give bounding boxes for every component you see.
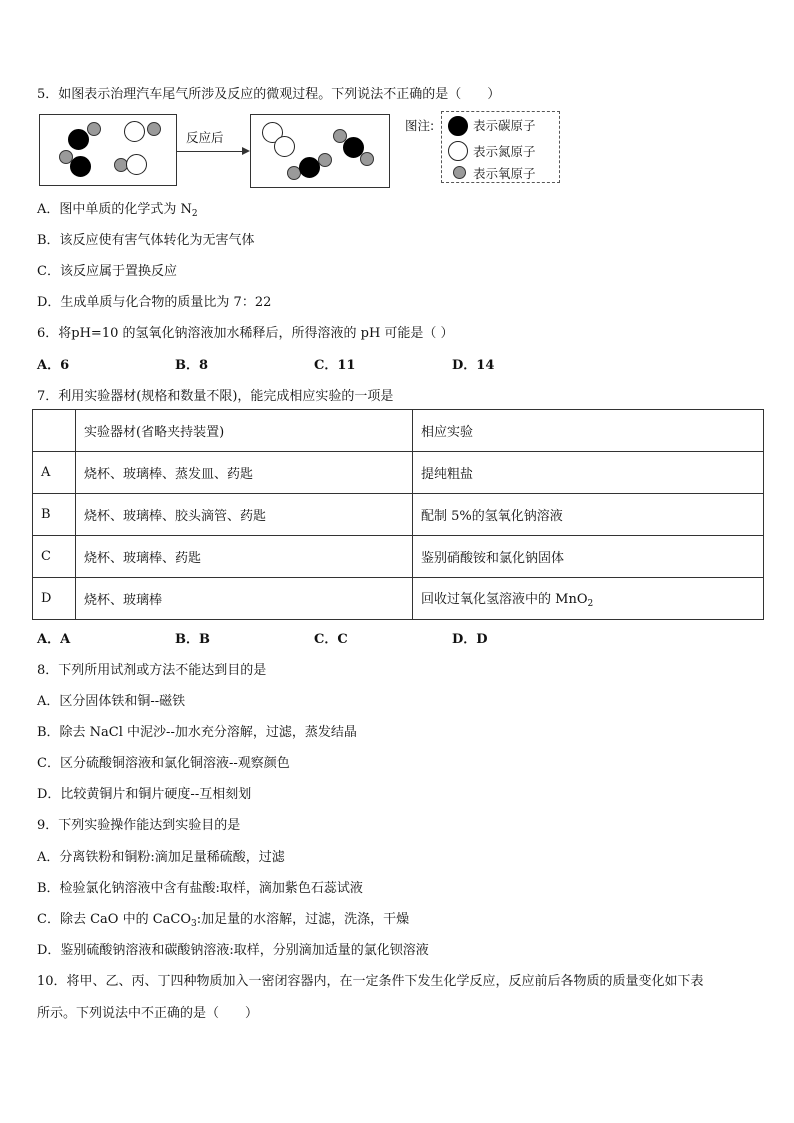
nitrogen-atom-legend — [448, 141, 468, 161]
arrow-label: 反应后 — [186, 130, 224, 145]
table-header-cell: 相应实验 — [413, 410, 764, 452]
q7-stem: 7．利用实验器材(规格和数量不限)，能完成相应实验的一项是 — [37, 389, 394, 404]
q7-option-b: B．B — [175, 632, 210, 647]
table-row — [33, 578, 764, 620]
q10-stem-line1: 10．将甲、乙、丙、丁四种物质加入一密闭容器内，在一定条件下发生化学反应，反应前后各物质的质量变化如下表 — [37, 974, 704, 989]
q5-option-c: C．该反应属于置换反应 — [37, 264, 177, 279]
q6-option-d: D．14 — [452, 358, 495, 373]
legend-box — [441, 111, 560, 183]
nitrogen-atom — [126, 154, 147, 175]
experiment-table — [32, 409, 764, 620]
table-cell: 提纯粗盐 — [413, 452, 764, 494]
q9-option-b: B．检验氯化钠溶液中含有盐酸:取样，滴加紫色石蕊试液 — [37, 881, 363, 896]
q8-option-d: D．比较黄铜片和铜片硬度--互相刻划 — [37, 787, 252, 802]
q8-stem: 8．下列所用试剂或方法不能达到目的是 — [37, 663, 267, 678]
oxygen-atom — [87, 122, 101, 136]
table-cell: 配制 5%的氢氧化钠溶液 — [413, 494, 764, 536]
table-cell: 烧杯、玻璃棒、蒸发皿、药匙 — [76, 452, 413, 494]
q7-option-a: A．A — [37, 632, 71, 647]
table-row — [33, 452, 764, 494]
q9-option-a: A．分离铁粉和铜粉:滴加足量稀硫酸，过滤 — [37, 850, 285, 865]
q6-option-a: A．6 — [37, 358, 70, 373]
q9-option-c: C．除去 CaO 中的 CaCO$_3$:加足量的水溶解，过滤，洗涤，干燥 — [37, 912, 410, 929]
legend-carbon-label: 表示碳原子 — [473, 118, 536, 133]
reaction-arrow — [177, 151, 242, 152]
before-reaction-box — [39, 114, 177, 186]
q5-stem: 5．如图表示治理汽车尾气所涉及反应的微观过程。下列说法不正确的是（ ） — [37, 87, 501, 102]
table-header-cell: 实验器材(省略夹持装置) — [76, 410, 413, 452]
table-cell: B — [33, 494, 76, 536]
table-cell: 鉴别硝酸铵和氯化钠固体 — [413, 536, 764, 578]
arrow-head-icon — [242, 147, 250, 155]
oxygen-atom-legend — [453, 166, 466, 179]
q6-stem: 6．将pH=10 的氢氧化钠溶液加水稀释后，所得溶液的 pH 可能是（ ） — [37, 326, 454, 341]
q6-option-c: C．11 — [314, 358, 356, 373]
q5-option-b: B．该反应使有害气体转化为无害气体 — [37, 233, 255, 248]
carbon-atom — [299, 157, 320, 178]
table-header-row — [33, 410, 764, 452]
nitrogen-atom — [274, 136, 295, 157]
q8-option-b: B．除去 NaCl 中泥沙--加水充分溶解，过滤，蒸发结晶 — [37, 725, 357, 740]
legend-oxygen-label: 表示氧原子 — [473, 166, 536, 181]
q9-option-d: D．鉴别硫酸钠溶液和碳酸钠溶液:取样，分别滴加适量的氯化钡溶液 — [37, 943, 429, 958]
q5-option-d: D．生成单质与化合物的质量比为 7：22 — [37, 295, 272, 310]
carbon-atom-legend — [448, 116, 468, 136]
table-cell: 回收过氧化氢溶液中的 MnO$_2$ — [413, 578, 764, 620]
after-reaction-box — [250, 114, 390, 188]
carbon-atom — [68, 129, 89, 150]
oxygen-atom — [318, 153, 332, 167]
nitrogen-atom — [124, 121, 145, 142]
q5-option-a: A．图中单质的化学式为 $N_2$ — [37, 202, 198, 219]
table-cell: D — [33, 578, 76, 620]
table-row — [33, 536, 764, 578]
q8-option-c: C．区分硫酸铜溶液和氯化铜溶液--观察颜色 — [37, 756, 290, 771]
oxygen-atom — [360, 152, 374, 166]
legend-title: 图注: — [405, 118, 435, 133]
table-cell: 烧杯、玻璃棒、胶头滴管、药匙 — [76, 494, 413, 536]
q9-stem: 9．下列实验操作能达到实验目的是 — [37, 818, 241, 833]
oxygen-atom — [147, 122, 161, 136]
table-header-cell — [33, 410, 76, 452]
table-cell: A — [33, 452, 76, 494]
table-row — [33, 494, 764, 536]
table-cell: C — [33, 536, 76, 578]
q8-option-a: A．区分固体铁和铜--磁铁 — [37, 694, 186, 709]
carbon-atom — [70, 156, 91, 177]
table-cell: 烧杯、玻璃棒、药匙 — [76, 536, 413, 578]
q7-option-c: C．C — [314, 632, 348, 647]
legend-nitrogen-label: 表示氮原子 — [473, 144, 536, 159]
q7-option-d: D．D — [452, 632, 488, 647]
q10-stem-line2: 所示。下列说法中不正确的是（ ） — [37, 1006, 259, 1021]
q6-option-b: B．8 — [175, 358, 209, 373]
table-cell: 烧杯、玻璃棒 — [76, 578, 413, 620]
